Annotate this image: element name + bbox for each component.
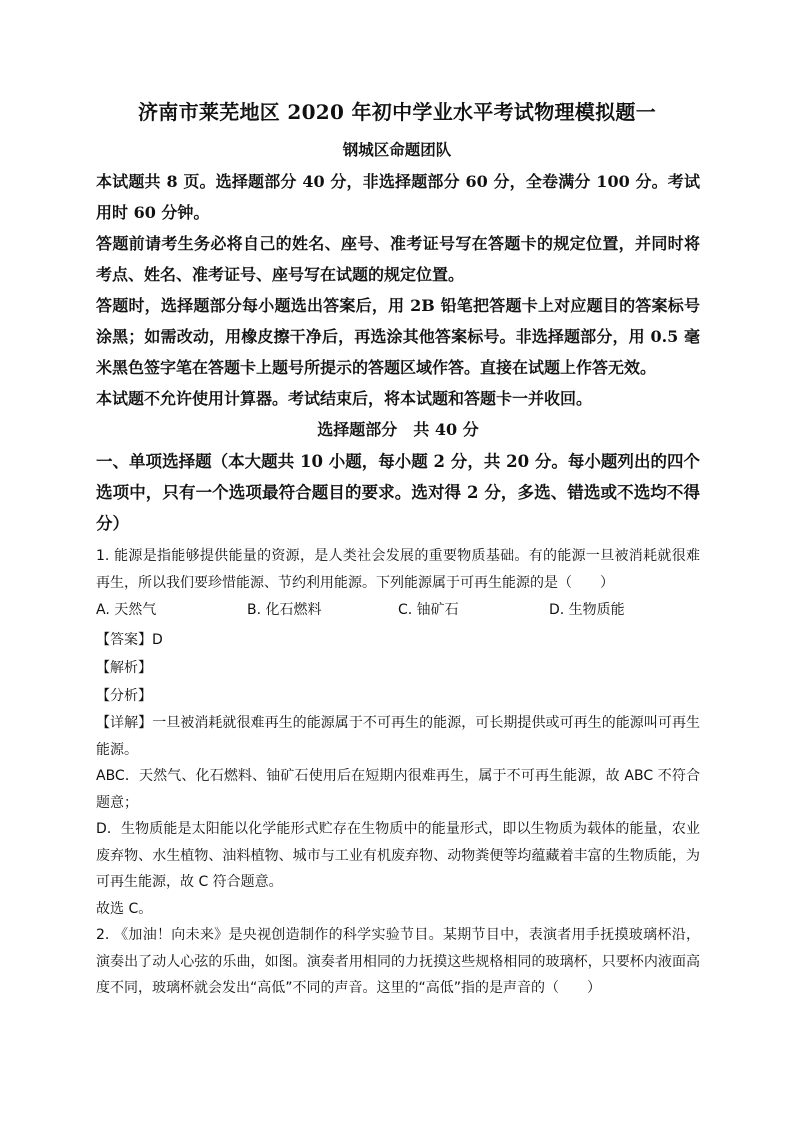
question-1-stem: 1. 能源是指能够提供能量的资源，是人类社会发展的重要物质基础。有的能源一旦被消耗就很难再生，所以我们要珍惜能源、节约利用能源。下列能源属于可再生能源的是（ ） <box>96 548 700 591</box>
conclusion: 故选 C。 <box>96 900 153 917</box>
answer-value: D <box>152 632 163 648</box>
part-heading: 选择题部分 共 40 分 <box>317 420 479 439</box>
option-a: A. 天然气 <box>96 602 157 618</box>
option-c: C. 铀矿石 <box>398 602 459 618</box>
detail-paragraph: 【详解】一旦被消耗就很难再生的能源属于不可再生的能源，可长期提供或可再生的能源叫可再生能源。 <box>96 715 700 758</box>
instruction-3: 答题时，选择题部分每小题选出答案后，用 2B 铅笔把答题卡上对应题目的答案标号涂黑；如需改动，用橡皮擦干净后，再选涂其他答案标号。非选择题部分，用 0.5 毫米黑色签字笔在答题卡上题号所提示的答题区域作答。直接在试题上作答无效。 <box>96 296 700 377</box>
question-1-options <box>96 596 700 624</box>
fenxi-label: 【分析】 <box>96 688 152 704</box>
page-subtitle: 钢城区命题团队 <box>342 140 452 159</box>
instruction-4: 本试题不允许使用计算器。考试结束后，将本试题和答题卡一并收回。 <box>96 389 593 408</box>
d-paragraph: D．生物质能是太阳能以化学能形式贮存在生物质中的能量形式，即以生物质为载体的能量，农业废弃物、水生植物、油料植物、城市与工业有机废弃物、动物粪便等均蕴藏着丰富的生物质能，为可再生能源，故 C 符合题意。 <box>96 821 700 890</box>
question-2-stem: 2. 《加油！向未来》是央视创造制作的科学实验节目。某期节目中，表演者用手抚摸玻璃杯沿，演奏出了动人心弦的乐曲，如图。演奏者用相同的力抚摸这些规格相同的玻璃杯，只要杯内液面高度不同，玻璃杯就会发出“高低”不同的声音。这里的“高低”指的是声音的（ ） <box>96 927 700 996</box>
analysis-label: 【解析】 <box>96 660 152 676</box>
instruction-1: 本试题共 8 页。选择题部分 40 分，非选择题部分 60 分，全卷满分 100 分。考试用时 60 分钟。 <box>96 172 700 222</box>
instruction-2: 答题前请考生务必将自己的姓名、座号、准考证号写在答题卡的规定位置，并同时将考点、姓名、准考证号、座号写在试题的规定位置。 <box>96 234 700 284</box>
section-heading: 一、单项选择题（本大题共 10 小题，每小题 2 分，共 20 分。每小题列出的四个选项中，只有一个选项最符合题目的要求。选对得 2 分，多选、错选或不选均不得分） <box>96 452 700 533</box>
option-d: D. 生物质能 <box>549 602 625 618</box>
document-body <box>96 166 700 1002</box>
option-b: B. 化石燃料 <box>247 602 322 618</box>
answer-line <box>96 626 700 654</box>
abc-paragraph: ABC．天然气、化石燃料、铀矿石使用后在短期内很难再生，属于不可再生能源，故 ABC 不符合题意； <box>96 768 700 811</box>
answer-label: 【答案】 <box>96 632 152 648</box>
page-title: 济南市莱芜地区 2020 年初中学业水平考试物理模拟题一 <box>138 100 656 124</box>
